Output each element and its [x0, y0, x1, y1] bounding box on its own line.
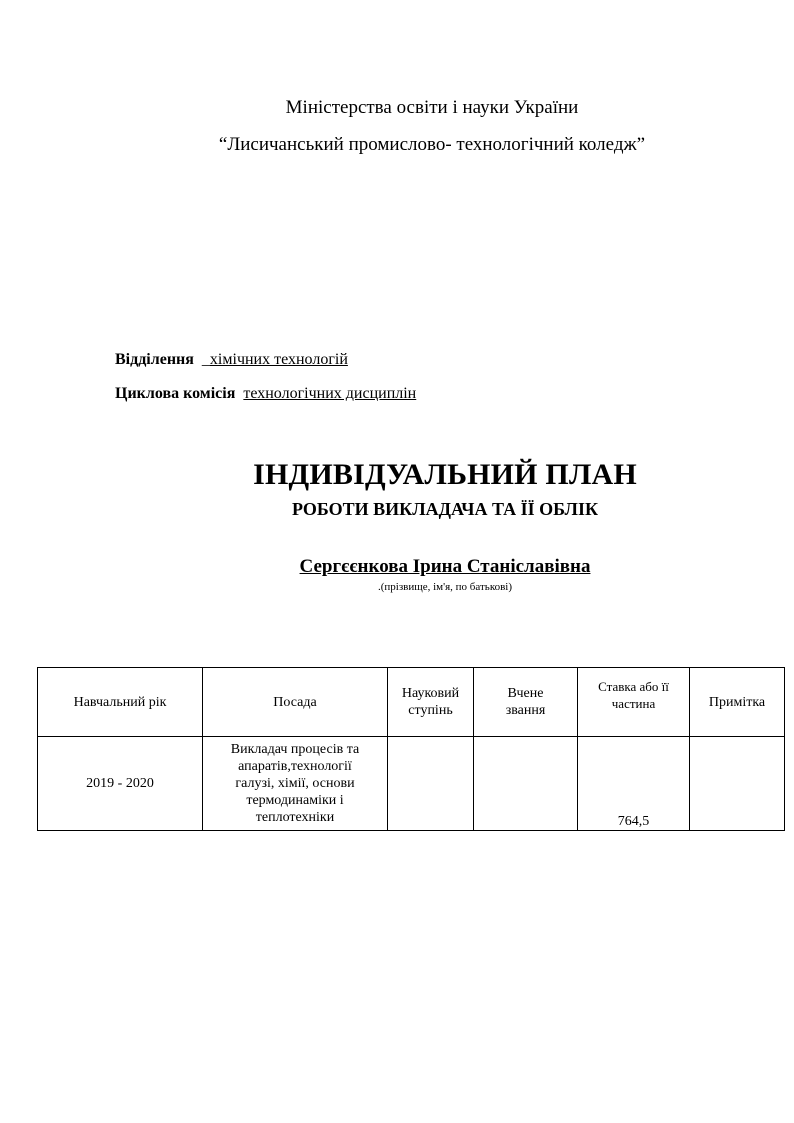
header-rank-text: Вчене звання — [505, 686, 546, 718]
cell-position-text: Викладач процесів та апаратів,технології галузі, хімії, основи термодинаміки і теплотехніки — [230, 742, 360, 825]
header-position: Посада — [203, 668, 388, 737]
cell-note — [690, 737, 785, 831]
cell-degree — [388, 737, 474, 831]
document-subtitle: РОБОТИ ВИКЛАДАЧА ТА ЇЇ ОБЛІК — [291, 499, 599, 519]
header-rate-text: Ставка або її частина — [598, 679, 669, 711]
department-value: хімічних технологій — [209, 351, 348, 368]
header-rate — [578, 668, 690, 737]
position-table — [37, 667, 785, 831]
commission-label: Циклова комісія — [115, 385, 236, 402]
header-degree — [388, 668, 474, 737]
cell-academic-year: 2019 - 2020 — [38, 737, 203, 831]
cell-rank — [474, 737, 578, 831]
header-rank — [474, 668, 578, 737]
cell-position — [203, 737, 388, 831]
ministry-heading: Міністерства освіти і науки України — [285, 97, 579, 118]
department-line: Відділення _хімічних технологій — [115, 351, 348, 368]
cell-rate: 764,5 — [578, 737, 690, 831]
teacher-name-hint: .(прізвище, ім'я, по батькові) — [377, 581, 513, 593]
teacher-name: Сергєєнкова Ірина Станіславівна — [299, 556, 591, 577]
header-note: Примітка — [690, 668, 785, 737]
table-header-row — [38, 668, 785, 737]
document-title: ІНДИВІДУАЛЬНИЙ ПЛАН — [253, 458, 637, 491]
college-heading: “Лисичанський промислово- технологічний коледж” — [218, 134, 646, 155]
department-label: Відділення — [115, 351, 194, 368]
header-academic-year: Навчальний рік — [38, 668, 203, 737]
commission-value: технологічних дисциплін — [243, 385, 417, 402]
header-degree-text: Науковий ступінь — [401, 686, 460, 718]
table-row — [38, 737, 785, 831]
commission-line — [115, 385, 416, 403]
